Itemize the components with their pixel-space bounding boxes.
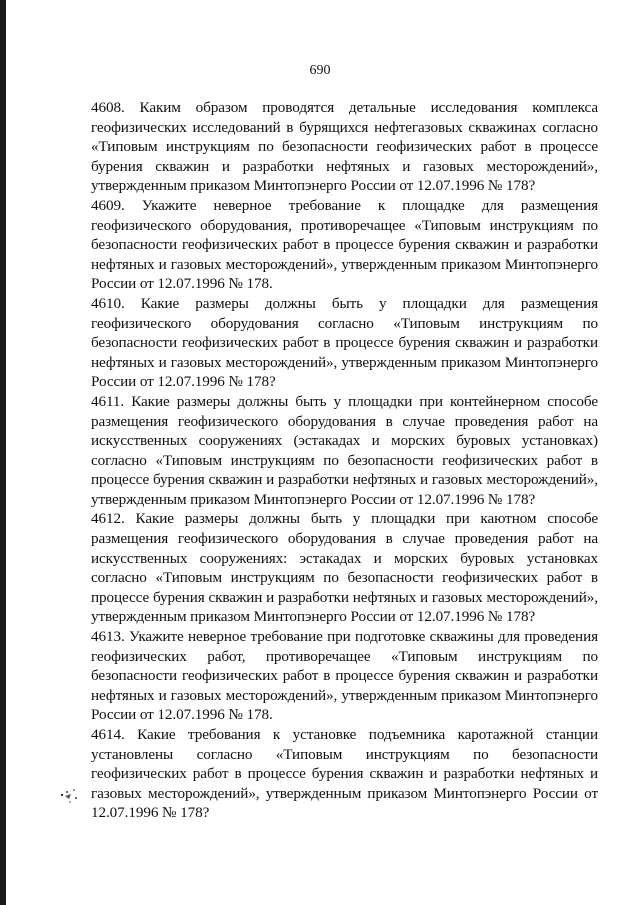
scan-smudge-icon [58,786,80,806]
question-4608: 4608. Каким образом проводятся детальные исследования комплекса геофизических исследований в бурящихся нефтегазовых скважинах согласно «Типовым инструкциям по безопасности геофизических работ в процессе бурения скважин и разработки нефтяных и газовых месторождений», утвержденным приказом Минтопэнерго России от 12.07.1996 № 178? [91,99,598,195]
question-4614: 4614. Какие требования к установке подъемника каротажной станции установлены согласно «Типовым инструкциям по безопасности геофизических работ в процессе бурения скважин и разработки нефтяных и газовых месторождений», утвержденным приказом Минтопэнерго России от 12.07.1996 № 178? [91,726,598,822]
question-4613: 4613. Укажите неверное требование при подготовке скважины для проведения геофизических работ, противоречащее «Типовым инструкциям по безопасности геофизических работ в процессе бурения скважин и разработки нефтяных и газовых месторождений», утвержденным приказом Минтопэнерго России от 12.07.1996 № 178. [91,628,598,724]
question-4610: 4610. Какие размеры должны быть у площадки для размещения геофизического оборудования согласно «Типовым инструкциям по безопасности геофизических работ в процессе бурения скважин и разработки нефтяных и газовых месторождений», утвержденным приказом Минтопэнерго России от 12.07.1996 № 178? [91,294,598,391]
question-list [91,98,598,823]
question-4609: 4609. Укажите неверное требование к площадке для размещения геофизического оборудования, противоречащее «Типовым инструкциям по безопасности геофизических работ в процессе бурения скважин и разработки нефтяных и газовых месторождений», утвержденным приказом Минтопэнерго России от 12.07.1996 № 178. [91,196,598,293]
question-4611: 4611. Какие размеры должны быть у площадки при контейнерном способе размещения геофизического оборудования в случае проведения работ на искусственных сооружениях (эстакадах и морских буровых установках) согласно «Типовым инструкциям по безопасности геофизических работ в процессе бурения скважин и разработки нефтяных и газовых месторождений», утвержденным приказом Минтопэнерго России от 12.07.1996 № 178? [91,392,598,508]
page-number: 690 [309,63,331,78]
scan-edge [0,0,6,905]
question-4612: 4612. Какие размеры должны быть у площадки при каютном способе размещения геофизического оборудования в случае проведения работ на искусственных сооружениях: эстакадах и морских буровых установках согласно «Типовым инструкциям по безопасности геофизических работ в процессе бурения скважин и разработки нефтяных и газовых месторождений», утвержденным приказом Минтопэнерго России от 12.07.1996 № 178? [91,510,598,626]
